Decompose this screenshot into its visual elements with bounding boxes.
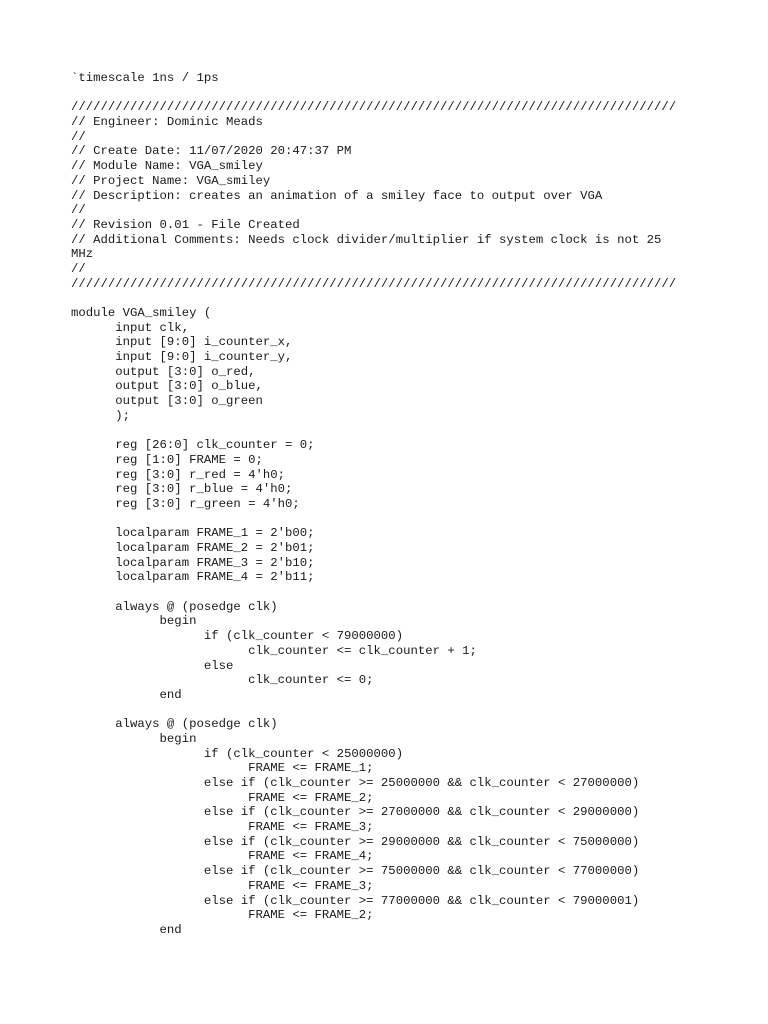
code-line: // Project Name: VGA_smiley [71, 173, 271, 188]
code-line: ); [71, 408, 131, 423]
code-line: // Additional Comments: Needs clock divider/multiplier if system clock is not 25 [71, 232, 662, 247]
code-line: FRAME <= FRAME_1; [71, 761, 374, 776]
code-line: localparam FRAME_1 = 2'b00; [71, 526, 315, 541]
code-line: else [71, 658, 234, 673]
code-line: FRAME <= FRAME_2; [71, 908, 374, 923]
code-line: reg [3:0] r_green = 4'h0; [71, 496, 300, 511]
code-line: else if (clk_counter >= 25000000 && clk_counter < 27000000) [71, 776, 640, 790]
code-line: `timescale 1ns / 1ps [71, 71, 219, 85]
code-line [71, 512, 676, 527]
code-line: // [71, 129, 86, 144]
code-line: reg [1:0] FRAME = 0; [71, 452, 263, 467]
code-line: begin [71, 614, 197, 629]
code-line: FRAME <= FRAME_4; [71, 849, 374, 864]
code-listing [71, 71, 676, 938]
code-line: FRAME <= FRAME_3; [71, 878, 374, 893]
code-line: input [9:0] i_counter_y, [71, 350, 293, 365]
code-line: input [9:0] i_counter_x, [71, 335, 293, 350]
code-line: end [71, 687, 182, 702]
code-line: // Module Name: VGA_smiley [71, 159, 263, 174]
code-line: ////////////////////////////////////////////////////////////////////////////////// [71, 276, 677, 291]
code-line: // Revision 0.01 - File Created [71, 217, 300, 232]
code-line: // [71, 203, 86, 218]
code-line: localparam FRAME_4 = 2'b11; [71, 570, 315, 585]
code-line: reg [3:0] r_red = 4'h0; [71, 467, 286, 482]
code-line: always @ (posedge clk) [71, 599, 278, 614]
code-line: always @ (posedge clk) [71, 717, 278, 732]
code-line: else if (clk_counter >= 27000000 && clk_counter < 29000000) [71, 805, 640, 820]
code-line: output [3:0] o_green [71, 394, 263, 409]
code-line: clk_counter <= 0; [71, 673, 374, 688]
code-line: // Engineer: Dominic Meads [71, 115, 263, 130]
code-line: end [71, 922, 182, 937]
code-line: // [71, 261, 86, 276]
code-line: MHz [71, 247, 94, 262]
code-line: else if (clk_counter >= 77000000 && clk_counter < 79000001) [71, 893, 640, 908]
code-line [71, 86, 676, 101]
code-line [71, 291, 676, 306]
code-line: begin [71, 731, 197, 746]
code-line: localparam FRAME_3 = 2'b10; [71, 555, 315, 570]
code-line: if (clk_counter < 25000000) [71, 746, 404, 761]
code-line [71, 585, 676, 600]
code-line: ////////////////////////////////////////////////////////////////////////////////// [71, 100, 677, 115]
code-line [71, 424, 676, 439]
code-line: output [3:0] o_blue, [71, 379, 263, 394]
code-line: else if (clk_counter >= 75000000 && clk_counter < 77000000) [71, 864, 640, 879]
code-line: FRAME <= FRAME_2; [71, 790, 374, 805]
code-line: module VGA_smiley ( [71, 306, 212, 320]
code-line: localparam FRAME_2 = 2'b01; [71, 541, 315, 555]
code-line [71, 703, 676, 718]
code-line: clk_counter <= clk_counter + 1; [71, 643, 477, 658]
code-line: input clk, [71, 320, 190, 335]
code-line: output [3:0] o_red, [71, 364, 256, 379]
code-line: // Create Date: 11/07/2020 20:47:37 PM [71, 144, 352, 159]
code-line: if (clk_counter < 79000000) [71, 629, 404, 644]
code-line: else if (clk_counter >= 29000000 && clk_counter < 75000000) [71, 834, 640, 849]
code-line: // Description: creates an animation of a smiley face to output over VGA [71, 188, 603, 203]
code-line: reg [26:0] clk_counter = 0; [71, 438, 315, 453]
code-line: FRAME <= FRAME_3; [71, 820, 374, 835]
code-line: reg [3:0] r_blue = 4'h0; [71, 482, 293, 497]
